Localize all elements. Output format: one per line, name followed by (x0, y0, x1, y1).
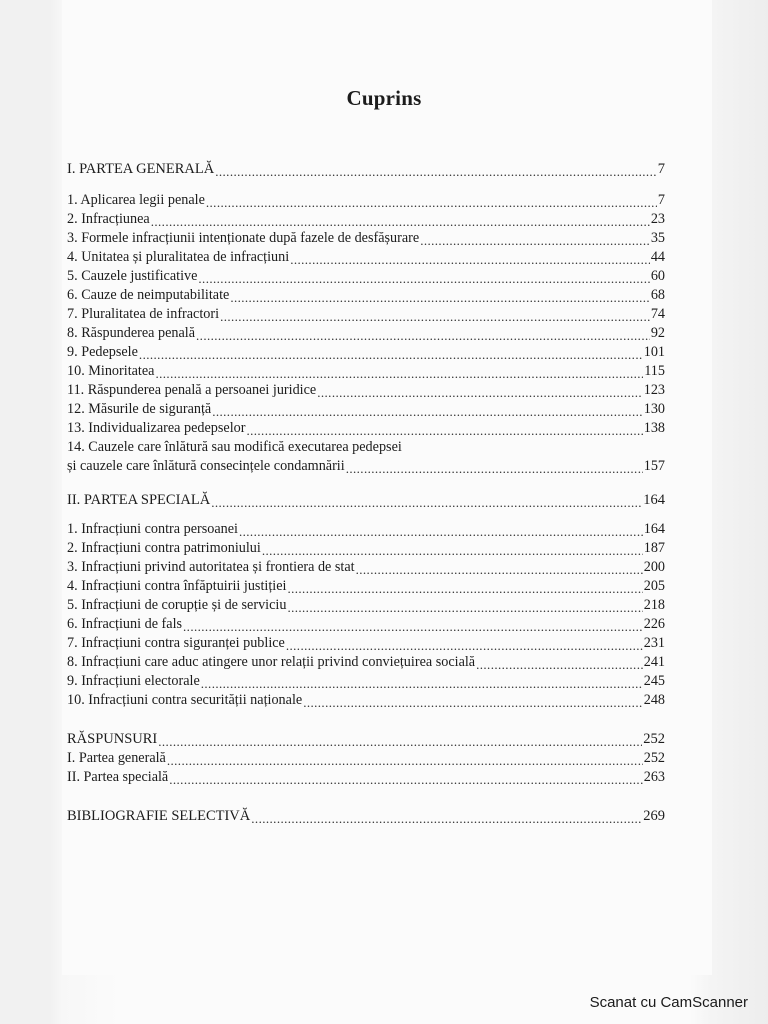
toc-entry (67, 520, 665, 539)
toc-entry-label: 6. Cauze de neimputabilitate (67, 287, 230, 303)
toc-entry-label: RĂSPUNSURI (67, 731, 158, 747)
toc-entry (67, 457, 665, 476)
toc-dot-leader (155, 362, 643, 381)
toc-page-number: 157 (643, 458, 665, 474)
page-title: Cuprins (346, 86, 422, 110)
toc-dot-leader (158, 730, 642, 749)
toc-entry-label: 8. Răspunderea penală (67, 325, 196, 341)
toc-dot-leader (476, 653, 643, 672)
toc-entry (67, 210, 665, 229)
toc-page-number: 164 (643, 492, 665, 508)
toc-dot-leader (220, 305, 650, 324)
toc-dot-leader (183, 615, 643, 634)
toc-entry (67, 267, 665, 286)
toc-entry (67, 539, 665, 558)
toc-page-number: 23 (650, 211, 665, 227)
toc-section-entry (67, 807, 665, 826)
toc-page-number: 68 (650, 287, 665, 303)
toc-page-number: 7 (657, 161, 665, 177)
toc-page-number: 74 (650, 306, 665, 322)
toc-page-number: 241 (643, 654, 665, 670)
toc-dot-leader (317, 381, 642, 400)
toc-dot-leader (356, 558, 643, 577)
toc-page-number: 60 (650, 268, 665, 284)
toc-entry-label: 2. Infracțiunea (67, 211, 150, 227)
toc-dot-leader (167, 749, 643, 768)
toc-page-number: 130 (643, 401, 665, 417)
toc-entry (67, 691, 665, 710)
toc-entry-label: 10. Infracțiuni contra securității naționale (67, 692, 303, 708)
toc-dot-leader (230, 286, 650, 305)
toc-entry (67, 343, 665, 362)
toc-dot-leader (286, 634, 643, 653)
toc-page-number: 226 (643, 616, 665, 632)
toc-dot-leader (251, 807, 642, 826)
toc-page-number: 263 (643, 769, 665, 785)
toc-entry-label: 6. Infracțiuni de fals (67, 616, 183, 632)
toc-page-number: 252 (643, 731, 665, 747)
toc-page-number: 245 (643, 673, 665, 689)
toc-entry-label: 1. Aplicarea legii penale (67, 192, 205, 208)
toc-dot-leader (303, 691, 643, 710)
toc-entry-label: I. Partea generală (67, 750, 166, 766)
toc-page-number: 138 (643, 420, 665, 436)
toc-entry-label: 2. Infracțiuni contra patrimoniului (67, 540, 261, 556)
toc-entry (67, 305, 665, 324)
toc-entry-label: II. Partea specială (67, 769, 169, 785)
toc-entry-label: 3. Infracțiuni privind autoritatea și frontiera de stat (67, 559, 355, 575)
toc-entry (67, 286, 665, 305)
toc-entry-label: 5. Infracțiuni de corupție și de serviciu (67, 597, 287, 613)
toc-page-number: 7 (657, 192, 665, 208)
toc-entry (67, 768, 665, 787)
toc-entry (67, 419, 665, 438)
toc-entry-label: 1. Infracțiuni contra persoanei (67, 521, 238, 537)
toc-page-number: 101 (643, 344, 665, 360)
toc-page-number: 231 (643, 635, 665, 651)
toc-entry (67, 229, 665, 248)
toc-entry-label: 4. Unitatea și pluralitatea de infracțiuni (67, 249, 290, 265)
toc-entry (67, 749, 665, 768)
toc-entry (67, 381, 665, 400)
toc-page-number: 115 (644, 363, 665, 379)
toc-entry-label: 12. Măsurile de siguranță (67, 401, 212, 417)
toc-dot-leader (262, 539, 643, 558)
toc-dot-leader (420, 229, 650, 248)
toc-page-number: 164 (643, 521, 665, 537)
toc-dot-leader (246, 419, 642, 438)
toc-page-number: 252 (643, 750, 665, 766)
toc-dot-leader (151, 210, 650, 229)
toc-entry-label: I. PARTEA GENERALĂ (67, 161, 215, 177)
toc-dot-leader (287, 577, 642, 596)
toc-entry-label: 9. Infracțiuni electorale (67, 673, 200, 689)
toc-entry (67, 558, 665, 577)
toc-entry (67, 191, 665, 210)
toc-entry (67, 577, 665, 596)
toc-dot-leader (290, 248, 650, 267)
toc-section-entry (67, 491, 665, 510)
toc-entry (67, 653, 665, 672)
toc-entry (67, 634, 665, 653)
toc-dot-leader (206, 191, 657, 210)
toc-entry-label: BIBLIOGRAFIE SELECTIVĂ (67, 808, 251, 824)
toc-page-number: 35 (650, 230, 665, 246)
toc-page-number: 218 (643, 597, 665, 613)
toc-page-number: 205 (643, 578, 665, 594)
toc-page-number: 269 (643, 808, 665, 824)
toc-entry-label: 13. Individualizarea pedepselor (67, 420, 246, 436)
toc-entry (67, 400, 665, 419)
toc-page-number: 92 (650, 325, 665, 341)
toc-page-number: 187 (643, 540, 665, 556)
toc-entry (67, 672, 665, 691)
toc-dot-leader (239, 520, 643, 539)
toc-entry (67, 248, 665, 267)
toc-page-number: 200 (643, 559, 665, 575)
toc-dot-leader (212, 400, 643, 419)
toc-entry-label: 9. Pedepsele (67, 344, 138, 360)
toc-entry (67, 438, 665, 457)
toc-entry (67, 615, 665, 634)
scanner-watermark: Scanat cu CamScanner (589, 994, 748, 1011)
toc-entry-label: II. PARTEA SPECIALĂ (67, 492, 211, 508)
toc-entry-label: 11. Răspunderea penală a persoanei juridice (67, 382, 317, 398)
toc-dot-leader (215, 160, 657, 179)
toc-entry-label: 3. Formele infracțiunii intenționate după fazele de desfășurare (67, 230, 420, 246)
toc-entry-label: și cauzele care înlătură consecințele condamnării (67, 458, 345, 474)
toc-entry-label: 7. Pluralitatea de infractori (67, 306, 220, 322)
toc-entry-label: 7. Infracțiuni contra siguranței publice (67, 635, 285, 651)
toc-dot-leader (169, 768, 642, 787)
toc-dot-leader (211, 491, 642, 510)
toc-dot-leader (346, 457, 643, 476)
toc-entry (67, 596, 665, 615)
toc-page-number: 44 (650, 249, 665, 265)
toc-entry (67, 362, 665, 381)
book-page (62, 0, 712, 975)
toc-entry-label: 14. Cauzele care înlătură sau modifică executarea pedepsei (67, 439, 402, 455)
toc-dot-leader (287, 596, 642, 615)
toc-entry-label: 5. Cauzele justificative (67, 268, 198, 284)
toc-dot-leader (201, 672, 643, 691)
toc-entry-label: 8. Infracțiuni care aduc atingere unor relații privind conviețuirea socială (67, 654, 476, 670)
toc-section-entry (67, 730, 665, 749)
toc-dot-leader (198, 267, 649, 286)
toc-page-number: 123 (643, 382, 665, 398)
toc-entry-label: 4. Infracțiuni contra înfăptuirii justiției (67, 578, 287, 594)
toc-entry-label: 10. Minoritatea (67, 363, 155, 379)
toc-entry (67, 324, 665, 343)
toc-dot-leader (139, 343, 643, 362)
toc-page-number: 248 (643, 692, 665, 708)
toc-section-entry (67, 160, 665, 179)
toc-dot-leader (196, 324, 650, 343)
